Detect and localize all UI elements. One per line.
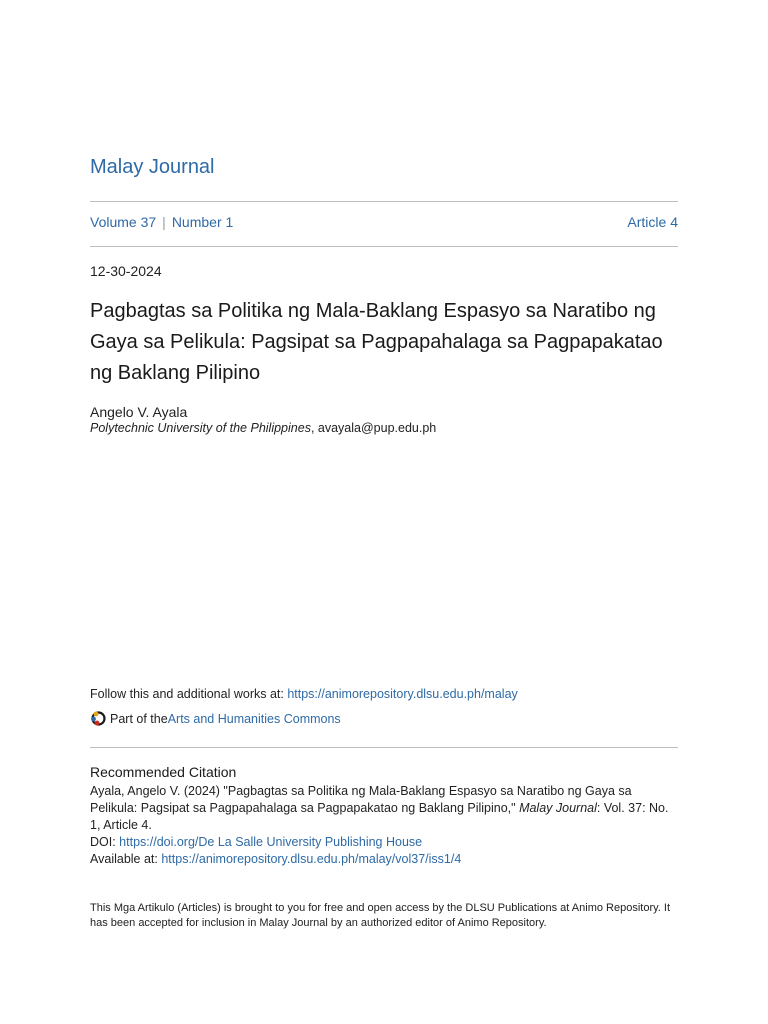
- follow-line: [90, 687, 518, 701]
- doi-link[interactable]: https://doi.org/De La Salle University Publishing House: [119, 835, 423, 849]
- citation-journal: Malay Journal: [519, 801, 597, 815]
- available-link[interactable]: https://animorepository.dlsu.edu.ph/malay/vol37/iss1/4: [161, 852, 462, 866]
- citation-text: [90, 783, 678, 834]
- publication-date: 12-30-2024: [90, 263, 162, 279]
- header-divider-top: [90, 201, 678, 202]
- citation-heading: Recommended Citation: [90, 764, 237, 780]
- issue-meta-row: [90, 214, 678, 230]
- meta-separator: |: [162, 214, 166, 230]
- volume-link[interactable]: Volume 37: [90, 214, 157, 230]
- part-of-line: [90, 710, 341, 727]
- citation-text-start: Ayala, Angelo V. (2024) "Pagbagtas sa Politika ng Mala-Baklang Espasyo sa Naratibo ng Gaya sa Pelikula: Pagsipat sa Pagpapahalaga sa Pagpapakatao ng Baklang Pilipino,": [90, 784, 632, 815]
- article-title: Pagbagtas sa Politika ng Mala-Baklang Espasyo sa Naratibo ng Gaya sa Pelikula: Pagsipat sa Pagpapahalaga sa Pagpapakatao ng Baklang Pilipino: [90, 300, 663, 384]
- follow-url-link[interactable]: https://animorepository.dlsu.edu.ph/malay: [287, 687, 518, 701]
- author-name: Angelo V. Ayala: [90, 404, 188, 420]
- citation-text-end: : Vol. 37: No. 1, Article 4.: [90, 801, 669, 832]
- citation-divider: [90, 747, 678, 748]
- available-label: Available at:: [90, 852, 162, 866]
- journal-title-link[interactable]: Malay Journal: [90, 156, 215, 178]
- affiliation-name: Polytechnic University of the Philippines: [90, 421, 311, 435]
- doi-line: [90, 835, 422, 849]
- article-link[interactable]: Article 4: [627, 214, 678, 230]
- number-link[interactable]: Number 1: [171, 214, 234, 230]
- network-commons-icon: [90, 710, 107, 727]
- available-line: [90, 852, 461, 866]
- commons-link[interactable]: Arts and Humanities Commons: [167, 711, 341, 726]
- part-of-prefix: Part of the: [110, 711, 168, 726]
- access-notice: This Mga Artikulo (Articles) is brought to you for free and open access by the DLSU Publications at Animo Repository. It has been accepted for inclusion in Malay Journal by an authorized editor of Animo Repository.: [90, 902, 671, 929]
- follow-prefix: Follow this and additional works at:: [90, 687, 288, 701]
- author-affiliation: [90, 421, 436, 435]
- author-email: , avayala@pup.edu.ph: [310, 421, 437, 435]
- header-divider-bottom: [90, 246, 678, 247]
- doi-label: DOI:: [90, 835, 120, 849]
